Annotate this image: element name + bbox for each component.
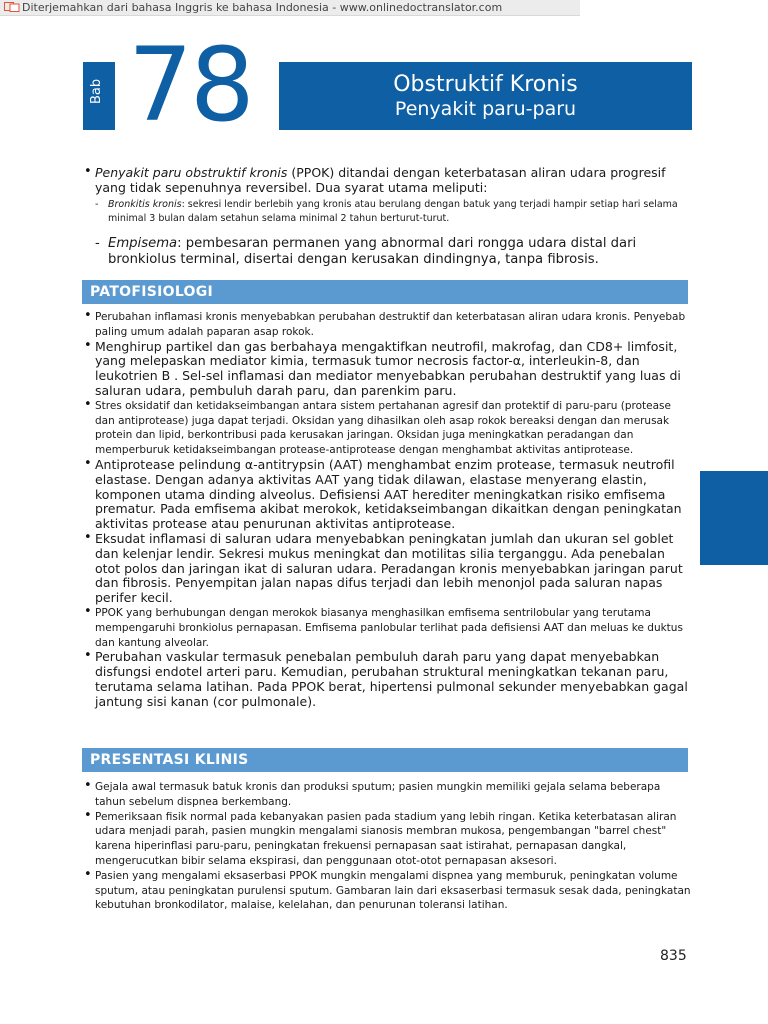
chapter-title-box bbox=[279, 62, 692, 130]
sub2-text: : pembesaran permanen yang abnormal dari rongga udara distal dari bronkiolus terminal, disertai dengan kerusakan dindingnya, tanpa fibrosis. bbox=[108, 235, 637, 267]
chapter-title-line1: Obstruktif Kronis bbox=[393, 72, 578, 97]
list-item: • Perubahan inflamasi kronis menyebabkan perubahan destruktif dan keterbatasan aliran udara kronis. Penyebab paling umum adalah paparan asap rokok. bbox=[82, 310, 692, 340]
list-item: • Gejala awal termasuk batuk kronis dan produksi sputum; pasien mungkin memiliki gejala selama beberapa tahun sebelum dispnea berkembang. bbox=[82, 780, 692, 810]
list-item: • Menghirup partikel dan gas berbahaya mengaktifkan neutrofil, makrofag, dan CD8+ limfosit, yang melepaskan mediator kimia, termasuk tumor necrosis factor-α, interleukin-8, dan leukotrien B . Sel-sel inflamasi dan mediator menyebabkan perubahan destruktif yang luas di saluran udara, pembuluh darah paru, dan parenkim paru. bbox=[82, 340, 692, 399]
chapter-label: Bab bbox=[89, 78, 104, 104]
list-item: • Perubahan vaskular termasuk penebalan pembuluh darah paru yang dapat menyebabkan disfungsi endotel arteri paru. Kemudian, perubahan struktural meningkatkan tekanan paru, terutama selama latihan. Pada PPOK berat, hipertensi pulmonal sekunder menyebabkan gagal jantung sisi kanan (cor pulmonale). bbox=[82, 650, 692, 709]
list-item: • Eksudat inflamasi di saluran udara menyebabkan peningkatan jumlah dan ukuran sel goblet dan kelenjar lendir. Sekresi mukus meningkat dan motilitas silia terganggu. Ada penebalan otot polos dan jaringan ikat di saluran udara. Peradangan kronis menyebabkan jaringan parut dan fibrosis. Penyempitan jalan napas difus terjadi dan lebih menonjol pada saluran napas perifer kecil. bbox=[82, 532, 692, 606]
sub1-text: : sekresi lendir berlebih yang kronis atau berulang dengan batuk yang terjadi hampir setiap hari selama minimal 3 bulan dalam setahun selama minimal 2 tahun berturut-turut. bbox=[108, 198, 678, 225]
list-item: • Stres oksidatif dan ketidakseimbangan antara sistem pertahanan agresif dan protektif di paru-paru (protease dan antiprotease) juga dapat terjadi. Oksidan yang dihasilkan oleh asap rokok bereaksi dengan dan merusak protein dan lipid, berkontribusi pada kerusakan jaringan. Oksidan juga meningkatkan peradangan dan memperburuk ketidakseimbangan protease-antiprotease dengan menghambat aktivitas antiprotease. bbox=[82, 399, 692, 458]
sub1-term: Bronkitis kronis bbox=[108, 198, 182, 210]
translate-icon bbox=[4, 2, 20, 12]
section-heading-patofisiologi: PATOFISIOLOGI bbox=[82, 280, 688, 304]
sub2-term: Empisema bbox=[108, 235, 178, 251]
intro-bullet bbox=[82, 166, 692, 196]
chapter-number: 78 bbox=[128, 26, 252, 145]
list-item: • PPOK yang berhubungan dengan merokok biasanya menghasilkan emfisema sentrilobular yang terutama mempengaruhi bronkiolus pernapasan. Emfisema panlobular terlihat pada defisiensi AAT dan meluas ke duktus dan kantung alveolar. bbox=[82, 606, 692, 650]
page-number: 835 bbox=[660, 948, 687, 964]
intro-lead-text: (PPOK) ditandai dengan keterbatasan aliran udara progresif yang tidak sepenuhnya reversibel. Dua syarat utama meliputi: bbox=[95, 165, 666, 195]
chapter-tab bbox=[83, 62, 115, 130]
intro-sub-bronkitis: - Bronkitis kronis: sekresi lendir berlebih yang kronis atau berulang dengan batuk yang terjadi hampir setiap hari selama minimal 3 bulan dalam setahun selama minimal 2 tahun berturut-turut. bbox=[95, 198, 678, 225]
list-item: • Antiprotease pelindung α-antitrypsin (AAT) menghambat enzim protease, termasuk neutrofil elastase. Dengan adanya aktivitas AAT yang tidak dilawan, elastase menyerang elastin, komponen utama dinding alveolus. Defisiensi AAT herediter meningkatkan risiko emfisema prematur. Pada emfisema akibat merokok, ketidakseimbangan dikaitkan dengan peningkatan aktivitas protease atau penurunan aktivitas antiprotease. bbox=[82, 458, 692, 532]
patofisiologi-list bbox=[82, 310, 692, 710]
intro-lead-term: Penyakit paru obstruktif kronis bbox=[95, 165, 288, 180]
translator-banner[interactable] bbox=[0, 0, 580, 16]
section-heading-presentasi-klinis: PRESENTASI KLINIS bbox=[82, 748, 688, 772]
intro-section bbox=[82, 166, 692, 268]
list-item: • Pemeriksaan fisik normal pada kebanyakan pasien pada stadium yang lebih ringan. Ketika keterbatasan aliran udara menjadi parah, pasien mungkin mengalami sianosis membran mukosa, pengembangan "barrel chest" karena hiperinflasi paru-paru, peningkatan frekuensi pernapasan saat istirahat, pernapasan dangkal, mengerucutkan bibir selama ekspirasi, dan penggunaan otot-otot pernapasan aksesori. bbox=[82, 810, 692, 869]
presentasi-list bbox=[82, 780, 692, 913]
side-thumb-tab bbox=[700, 471, 768, 565]
banner-text: Diterjemahkan dari bahasa Inggris ke bahasa Indonesia - www.onlinedoctranslator.com bbox=[22, 1, 503, 14]
list-item: • Pasien yang mengalami eksaserbasi PPOK mungkin mengalami dispnea yang memburuk, peningkatan volume sputum, atau peningkatan purulensi sputum. Gambaran lain dari eksaserbasi termasuk sesak dada, peningkatan kebutuhan bronkodilator, malaise, kelelahan, dan penurunan toleransi latihan. bbox=[82, 869, 692, 913]
intro-sub-empisema: - Empisema: pembesaran permanen yang abnormal dari rongga udara distal dari bronkiolus terminal, disertai dengan kerusakan dindingnya, tanpa fibrosis. bbox=[95, 235, 637, 267]
chapter-title-line2: Penyakit paru-paru bbox=[394, 98, 577, 120]
